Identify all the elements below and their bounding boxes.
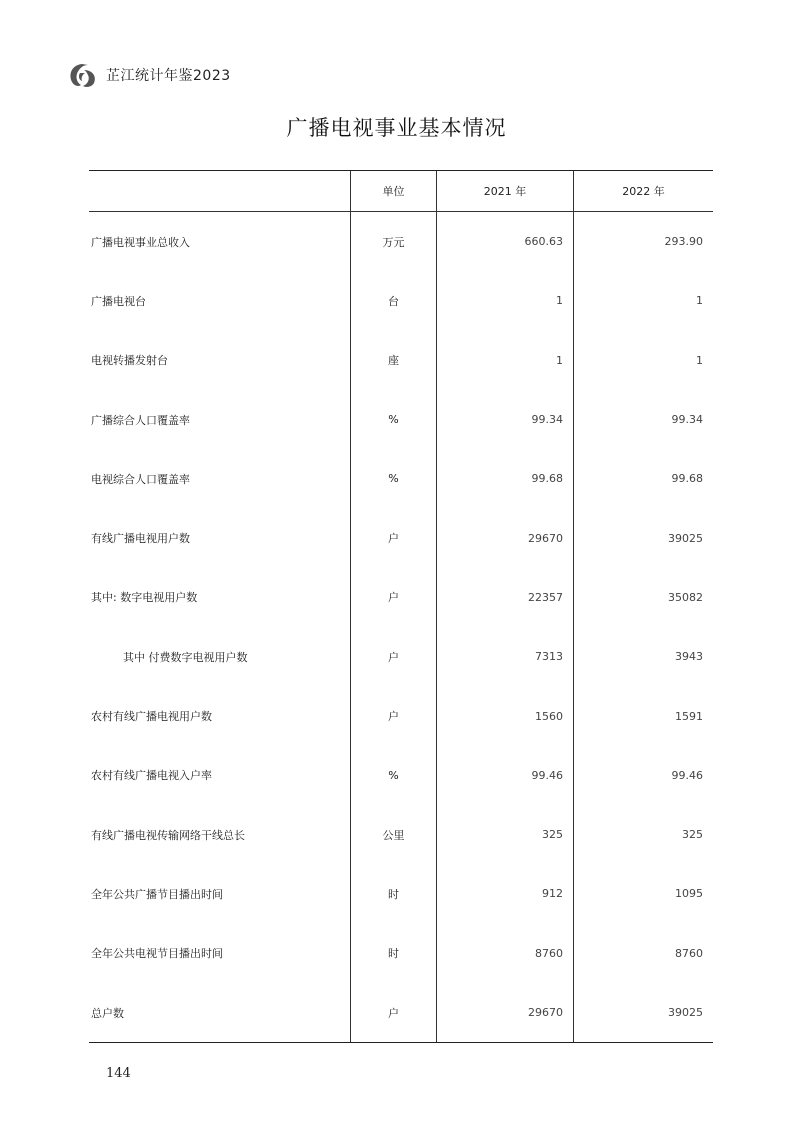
page-header [66,60,231,90]
row-value-2021: 99.34 [437,390,574,449]
table-row [89,449,713,508]
row-label: 有线广播电视用户数 [91,532,190,546]
row-unit: % [350,390,437,449]
row-label: 农村有线广播电视入户率 [91,769,212,783]
table-row [89,390,713,449]
row-value-2022: 35082 [668,590,703,604]
row-value-2022: 1591 [675,709,703,723]
row-value-2022: 1 [696,294,703,308]
row-label: 农村有线广播电视用户数 [91,710,212,724]
row-unit: 户 [350,508,437,567]
row-value-2022: 1095 [675,887,703,901]
row-unit: 台 [350,271,437,330]
row-unit: % [350,449,437,508]
row-label: 总户数 [91,1006,124,1020]
header-2021: 2021 年 [437,171,574,211]
header-blank [89,171,350,211]
row-value-2021: 22357 [437,568,574,627]
table-row [89,686,713,745]
row-label: 有线广播电视传输网络干线总长 [91,828,245,842]
row-value-2022: 39025 [668,531,703,545]
data-table [89,170,713,1043]
row-label: 广播综合人口覆盖率 [91,413,190,427]
row-value-2021: 912 [437,864,574,923]
row-value-2021: 1560 [437,686,574,745]
row-unit: 户 [350,686,437,745]
table-row [89,983,713,1042]
row-value-2021: 1 [437,271,574,330]
yearbook-logo-icon [66,60,100,90]
row-value-2022: 99.68 [671,472,703,486]
table-row [89,746,713,805]
book-title: 芷江统计年鉴2023 [106,68,231,84]
row-value-2021: 1 [437,331,574,390]
row-unit: 户 [350,568,437,627]
table-row [89,924,713,983]
row-value-2021: 99.68 [437,449,574,508]
row-label: 电视转播发射台 [91,354,168,368]
row-value-2022: 99.46 [671,768,703,782]
row-unit: 座 [350,331,437,390]
row-label: 广播电视事业总收入 [91,235,190,249]
header-unit: 单位 [350,171,437,211]
row-value-2021: 325 [437,805,574,864]
row-value-2021: 8760 [437,924,574,983]
row-value-2022: 8760 [675,946,703,960]
header-2022: 2022 年 [622,185,665,198]
row-value-2022: 293.90 [664,235,703,249]
row-label: 全年公共广播节目播出时间 [91,887,223,901]
row-label: 其中: 数字电视用户数 [91,591,198,605]
row-label: 广播电视台 [91,294,146,308]
row-value-2022: 1 [696,353,703,367]
row-unit: 公里 [350,805,437,864]
row-value-2021: 7313 [437,627,574,686]
table-row [89,331,713,390]
row-unit: 时 [350,864,437,923]
row-unit: 户 [350,983,437,1042]
row-value-2021: 29670 [437,508,574,567]
row-value-2022: 3943 [675,650,703,664]
row-label: 全年公共电视节目播出时间 [91,947,223,961]
table-row [89,864,713,923]
row-unit: 户 [350,627,437,686]
table-row [89,805,713,864]
row-label: 电视综合人口覆盖率 [91,472,190,486]
page-title: 广播电视事业基本情况 [286,116,507,140]
table-header-row [89,171,713,212]
table-body [89,212,713,1042]
table-row [89,568,713,627]
table-row [89,212,713,271]
row-value-2022: 99.34 [671,413,703,427]
row-value-2021: 660.63 [437,212,574,271]
row-value-2022: 39025 [668,1006,703,1019]
page-number: 144 [106,1066,131,1081]
row-unit: 时 [350,924,437,983]
row-label: 其中 付费数字电视用户数 [123,650,248,664]
row-unit: 万元 [350,212,437,271]
row-value-2021: 99.46 [437,746,574,805]
row-value-2021: 29670 [437,983,574,1042]
row-unit: % [350,746,437,805]
table-row [89,271,713,330]
row-value-2022: 325 [682,828,703,842]
table-row [89,627,713,686]
table-row [89,508,713,567]
